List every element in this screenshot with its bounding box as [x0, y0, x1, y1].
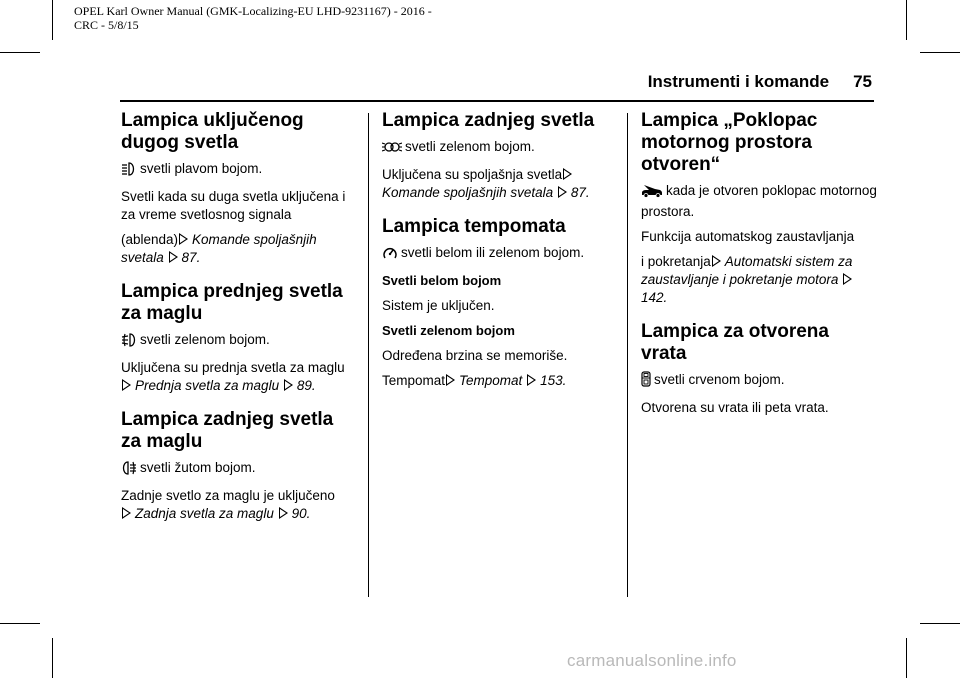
high-beam-icon: [121, 162, 137, 181]
section-title: Lampica prednjeg svetla za maglu: [121, 281, 343, 324]
paragraph: Uključena su prednja svetla za magluPrednja svetla za maglu 89.: [121, 360, 345, 393]
section-front-fog: [121, 281, 357, 395]
cross-reference-arrow-icon: [123, 380, 131, 390]
crop-mark: [52, 638, 53, 678]
section-cruise-control: [382, 216, 618, 390]
cross-reference[interactable]: Tempomat: [459, 373, 523, 388]
section-door-open: [641, 321, 877, 417]
paragraph: Svetli kada su duga svetla uključena i za vreme svetlosnog signala: [121, 189, 346, 222]
cross-reference-arrow-icon: [285, 380, 293, 390]
crop-mark: [0, 52, 40, 53]
column-3: [641, 110, 877, 424]
section-hood-open: [641, 110, 877, 307]
text: i pokretanja: [641, 254, 711, 269]
paragraph: [641, 182, 877, 221]
paragraph: Uključena su spoljašnja svetla Komande spoljašnjih svetala 87.: [382, 167, 590, 200]
section-title: Lampica tempomata: [382, 216, 566, 237]
text: kada je otvoren poklopac motornog prostora.: [641, 183, 877, 219]
rear-fog-light-icon: [121, 461, 137, 480]
section-high-beam: [121, 110, 357, 267]
text: svetli žutom bojom.: [140, 460, 256, 475]
cross-reference[interactable]: Komande spoljašnjih svetala: [121, 232, 317, 265]
paragraph: [121, 160, 357, 181]
cross-reference-arrow-icon: [559, 187, 567, 197]
paragraph: [641, 371, 877, 392]
text: svetli crvenom bojom.: [654, 372, 785, 387]
page-reference[interactable]: 89: [296, 378, 312, 393]
crop-mark: [52, 0, 53, 40]
print-header-line: OPEL Karl Owner Manual (GMK-Localizing-EU LHD-9231167) - 2016 -: [74, 4, 432, 18]
chapter-title: Instrumenti i komande: [647, 72, 830, 91]
column-divider: [627, 113, 628, 597]
cross-reference[interactable]: Prednja svetla za maglu: [135, 378, 280, 393]
cruise-control-icon: [382, 246, 398, 265]
subheading: Svetli belom bojom: [382, 273, 502, 288]
cross-reference-arrow-icon: [280, 508, 288, 518]
cross-reference-arrow-icon: [447, 375, 455, 385]
section-rear-fog: [121, 409, 357, 523]
crop-mark: [920, 623, 960, 624]
hood-open-icon: [641, 184, 663, 203]
text: svetli belom ili zelenom bojom.: [401, 245, 585, 260]
paragraph: [382, 138, 618, 159]
section-title: Lampica zadnjeg svetla: [382, 110, 595, 131]
text: svetli zelenom bojom.: [140, 332, 270, 347]
text: Uključena su prednja svetla za maglu: [121, 360, 345, 375]
paragraph: Sistem je uključen.: [382, 298, 495, 313]
print-header-line: CRC - 5/8/15: [74, 18, 139, 32]
paragraph: [121, 331, 357, 352]
section-title: Lampica uključenog dugog svetla: [121, 110, 304, 153]
paragraph: i pokretanja Automatski sistem za zaustavljanje i pokretanje motora 142.: [641, 254, 853, 305]
paragraph: Određena brzina se memoriše.: [382, 348, 568, 363]
crop-mark: [906, 638, 907, 678]
door-open-icon: [641, 371, 651, 392]
text: (ablenda): [121, 232, 179, 247]
page-reference[interactable]: 90: [291, 506, 307, 521]
cross-reference-arrow-icon: [564, 169, 572, 179]
crop-mark: [906, 0, 907, 40]
paragraph: Tempomat Tempomat 153.: [382, 373, 567, 388]
cross-reference[interactable]: Zadnja svetla za maglu: [135, 506, 274, 521]
header-rule: [120, 100, 874, 102]
cross-reference[interactable]: Komande spoljašnjih svetala: [382, 185, 554, 200]
crop-mark: [0, 623, 40, 624]
page-reference[interactable]: 87: [570, 185, 586, 200]
page-number: 75: [853, 72, 872, 91]
tail-light-icon: [382, 140, 402, 159]
paragraph: Zadnje svetlo za maglu je uključeno Zadnja svetla za maglu 90.: [121, 488, 335, 521]
paragraph: (ablenda) Komande spoljašnjih svetala 87.: [121, 232, 317, 265]
text: Tempomat: [382, 373, 446, 388]
crop-mark: [920, 52, 960, 53]
section-tail-light: [382, 110, 618, 202]
text: Zadnje svetlo za maglu je uključeno: [121, 488, 335, 503]
section-title: Lampica zadnjeg svetla za maglu: [121, 409, 334, 452]
page-reference[interactable]: 87: [181, 250, 197, 265]
text: svetli zelenom bojom.: [405, 139, 535, 154]
cross-reference-arrow-icon: [713, 256, 721, 266]
page-reference[interactable]: 142: [641, 290, 664, 305]
text: svetli plavom bojom.: [140, 161, 263, 176]
cross-reference-arrow-icon: [528, 375, 536, 385]
running-head: [648, 72, 872, 92]
cross-reference[interactable]: Automatski sistem za zaustavljanje i pokretanje motora: [641, 254, 853, 287]
cross-reference-arrow-icon: [123, 508, 131, 518]
section-title: Lampica za otvorena vrata: [641, 321, 829, 364]
print-header: [74, 4, 432, 32]
paragraph: Funkcija automatskog zaustavljanja: [641, 229, 855, 244]
cross-reference-arrow-icon: [170, 252, 178, 262]
section-title: Lampica „Poklopac motornog prostora otvoren“: [641, 110, 818, 175]
paragraph: [121, 459, 357, 480]
column-2: [382, 110, 618, 397]
cross-reference-arrow-icon: [844, 274, 852, 284]
watermark: carmanualsonline.info: [567, 651, 737, 670]
subheading: Svetli zelenom bojom: [382, 323, 515, 338]
column-divider: [368, 113, 369, 597]
paragraph: Otvorena su vrata ili peta vrata.: [641, 400, 829, 415]
page-reference[interactable]: 153: [540, 373, 563, 388]
text: Uključena su spoljašnja svetla: [382, 167, 563, 182]
cross-reference-arrow-icon: [180, 234, 188, 244]
front-fog-light-icon: [121, 333, 137, 352]
paragraph: [382, 244, 618, 265]
column-1: [121, 110, 357, 530]
